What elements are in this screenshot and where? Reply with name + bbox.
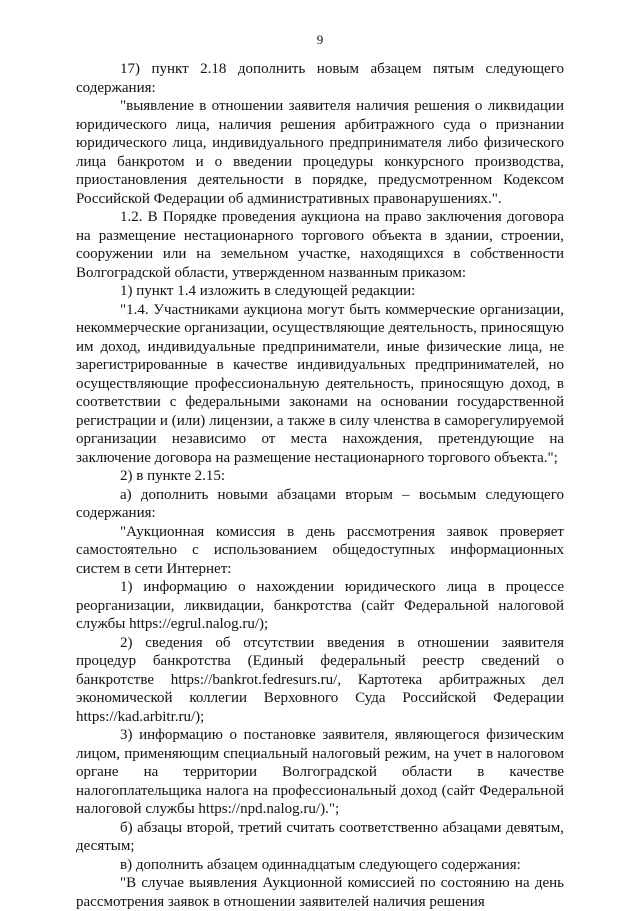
paragraph-1-2: 1.2. В Порядке проведения аукциона на право заключения договора на размещение нестационарного торгового объекта в здании, строении, сооружении или на земельном участке, находящихся в собственности Волгоградской области, утвержденном названным приказом:	[76, 209, 564, 281]
paragraph-item-v: в) дополнить абзацем одиннадцатым следующего содержания:	[120, 856, 521, 873]
page-number: 9	[316, 32, 324, 47]
paragraph-quote-detection: "В случае выявления Аукционной комиссией по состоянию на день рассмотрения заявок в отношении заявителей наличия решения	[76, 875, 564, 910]
paragraph-item-a: а) дополнить новыми абзацами вторым – восьмым следующего содержания:	[76, 486, 564, 521]
paragraph-item-1: 1) пункт 1.4 изложить в следующей редакции:	[120, 283, 416, 299]
paragraph-sub-3: 3) информацию о постановке заявителя, являющегося физическим лицом, применяющим специальный налоговый режим, на учет в налоговом органе на территории Волгоградской области в качестве налогоплательщика налога на профессиональный доход (сайт Федеральной налоговой службы https://npd.nalog.ru/).";	[76, 727, 564, 817]
paragraph-quote-commission: "Аукционная комиссия в день рассмотрения заявок проверяет самостоятельно с использованием общедоступных информационных систем в сети Интернет:	[76, 523, 564, 577]
paragraph-item-b: б) абзацы второй, третий считать соответственно абзацами девятым, десятым;	[76, 819, 564, 854]
paragraph-item-2: 2) в пункте 2.15:	[120, 468, 226, 484]
paragraph-17-item: 17) пункт 2.18 дополнить новым абзацем пятым следующего содержания:	[76, 61, 564, 96]
document-body	[76, 60, 564, 911]
paragraph-sub-2: 2) сведения об отсутствии введения в отношении заявителя процедур банкротства (Единый федеральный реестр сведений о банкротстве https://bankrot.fedresurs.ru/, Картотека арбитражных дел экономической коллегии Верховного Суда Российской Федерации https://kad.arbitr.ru/);	[76, 634, 564, 725]
paragraph-quote-1-4: "1.4. Участниками аукциона могут быть коммерческие организации, некоммерческие организации, осуществляющие деятельность, приносящую им доход, индивидуальные предприниматели, иные физические лица, не зарегистрированные в качестве индивидуальных предпринимателей, но осуществляющие профессиональную деятельность, приносящую доход, в соответствии с федеральными законами на основании государственной регистрации и (или) лицензии, а также в силу членства в саморегулируемой организации независимо от места нахождения, претендующие на заключение договора на размещение нестационарного торгового объекта.";	[76, 301, 564, 466]
paragraph-quote-liquidation: "выявление в отношении заявителя наличия решения о ликвидации юридического лица, наличия решения арбитражного суда о признании юридического лица, индивидуального предпринимателя либо физического лица банкротом и о введении процедуры конкурсного производства, приостановления деятельности в порядке, предусмотренном Кодексом Российской Федерации об административных правонарушениях.".	[76, 98, 564, 207]
paragraph-sub-1: 1) информацию о нахождении юридического лица в процессе реорганизации, ликвидации, банкротства (сайт Федеральной налоговой службы https://egrul.nalog.ru/);	[76, 579, 564, 632]
